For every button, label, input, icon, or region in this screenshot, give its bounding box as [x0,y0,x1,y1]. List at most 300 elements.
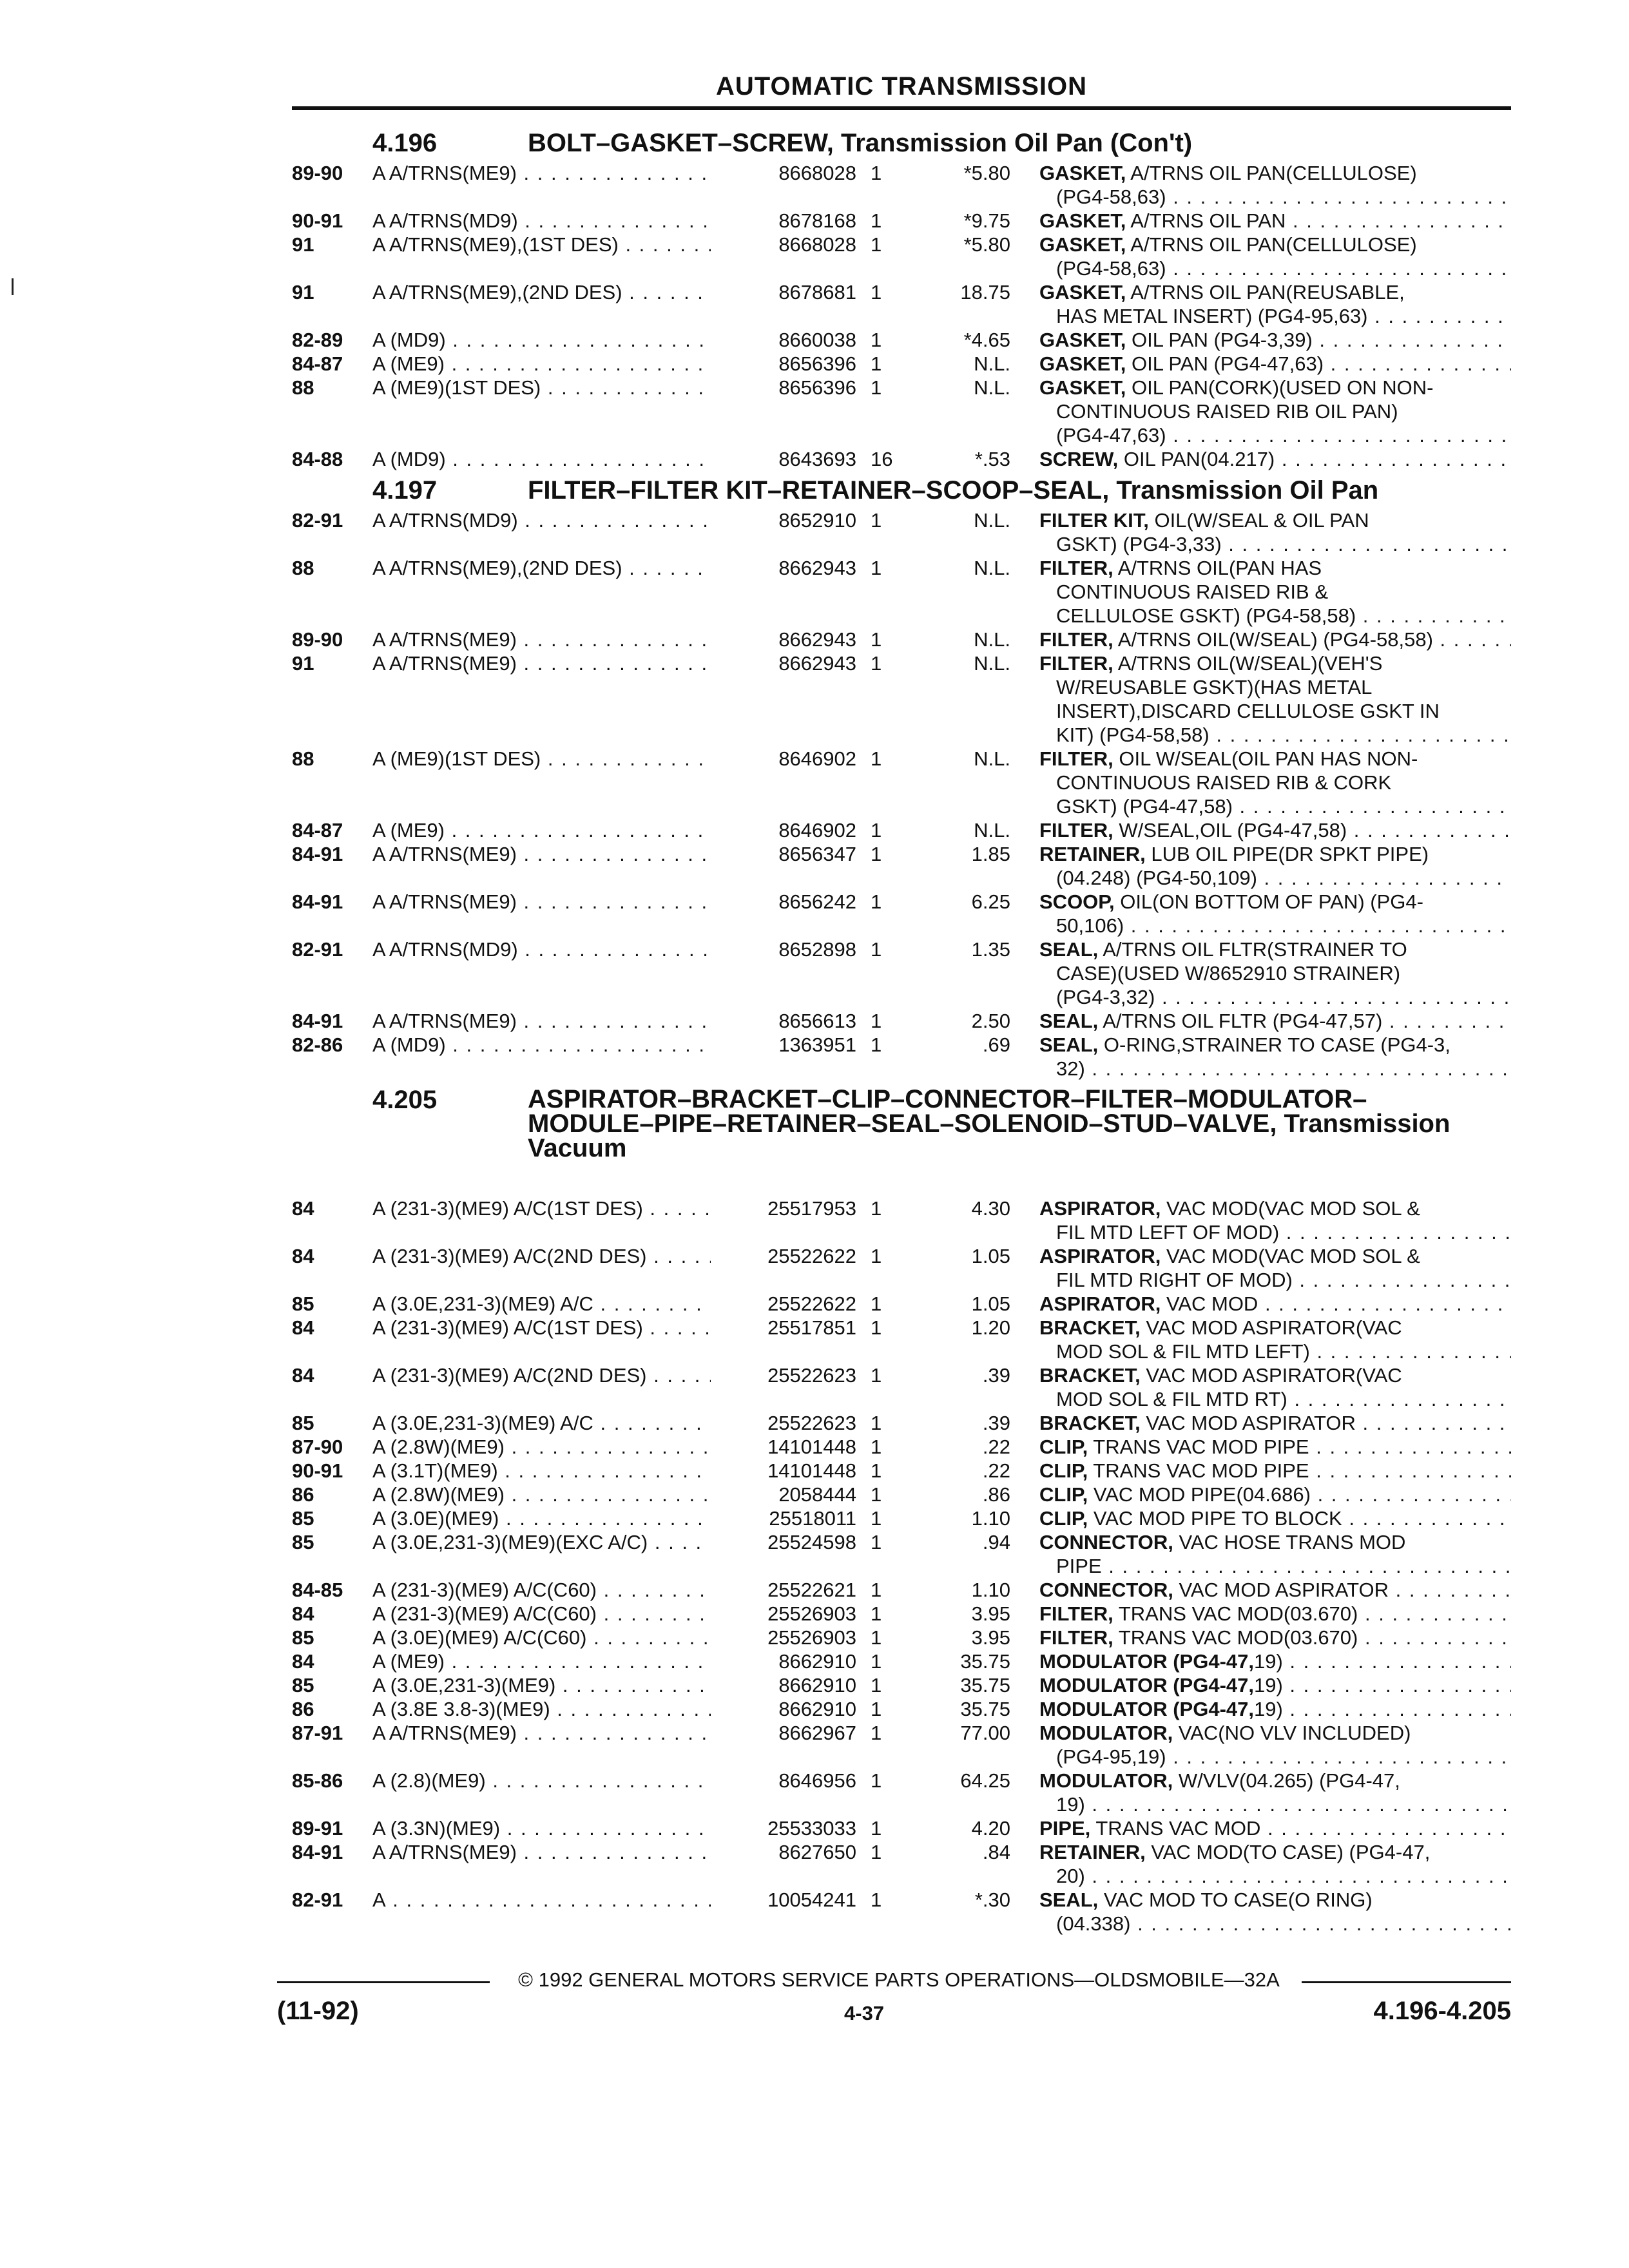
description [1039,1411,1511,1435]
quantity: 1 [871,652,882,675]
quantity: 1 [871,1245,882,1267]
price: 64.25 [960,1769,1010,1792]
model-years: 84-91 [292,1010,343,1032]
price: 1.35 [971,938,1010,961]
model-years: 82-91 [292,938,343,961]
part-number: 25522623 [711,1363,856,1387]
part-number: 8678168 [711,209,856,233]
item-name: CLIP, [1039,1483,1088,1506]
part-row [292,1033,1511,1081]
quantity: 1 [871,1436,882,1458]
model-years: 85 [292,1674,314,1696]
item-name: GASKET, [1039,329,1126,351]
description [1039,818,1511,842]
application: A A/TRNS(ME9),(1ST DES) . . . [372,233,791,256]
part-number: 8678681 [711,280,856,304]
application: A (3.1T)(ME9) . . . [372,1459,791,1483]
description-line: HAS METAL INSERT) (PG4-95,63) . . . [1039,304,1511,328]
model-years: 82-91 [292,509,343,532]
model-years: 84-91 [292,890,343,913]
description-line: CONNECTOR, VAC MOD ASPIRATOR . . . [1039,1578,1511,1602]
model-years: 85 [292,1531,314,1553]
price: .22 [982,1459,1010,1482]
model-years: 88 [292,376,314,399]
quantity: 1 [871,557,882,579]
price: *.53 [974,448,1010,470]
part-number: 8643693 [711,447,856,471]
item-name: GASKET, [1039,352,1126,375]
model-years: 88 [292,557,314,579]
quantity: 1 [871,843,882,865]
part-number: 25517851 [711,1316,856,1340]
model-years: 84 [292,1602,314,1625]
section-number: 4.197 [372,476,438,505]
description-line: CLIP, TRANS VAC MOD PIPE . . . [1039,1459,1511,1483]
quantity: 1 [871,1364,882,1387]
application: A (3.0E)(ME9) A/C(C60) . . . [372,1626,791,1649]
quantity: 1 [871,1033,882,1056]
model-years: 91 [292,652,314,675]
part-number: 8662943 [711,628,856,651]
application: A (MD9) . . . [372,447,791,471]
part-row [292,376,1511,447]
application: A (231-3)(ME9) A/C(1ST DES) . . . [372,1316,791,1340]
section-number: 4.205 [372,1086,438,1114]
model-years: 84-87 [292,352,343,375]
part-row [292,628,1511,651]
part-row [292,328,1511,352]
part-number: 8662943 [711,651,856,675]
quantity: 1 [871,1722,882,1744]
scan-mark [12,278,14,295]
part-row [292,1506,1511,1530]
description-line: (04.338) . . . [1039,1912,1511,1936]
description [1039,747,1511,818]
part-row [292,1196,1511,1244]
part-row [292,1578,1511,1602]
description-line: GASKET, A/TRNS OIL PAN(CELLULOSE) [1039,233,1417,256]
description-line: BRACKET, VAC MOD ASPIRATOR(VAC [1039,1316,1402,1339]
model-years: 85-86 [292,1769,343,1792]
description [1039,1888,1511,1936]
quantity: 1 [871,376,882,399]
quantity: 1 [871,1841,882,1863]
model-years: 91 [292,233,314,256]
part-number: 8646902 [711,818,856,842]
description [1039,328,1511,352]
description [1039,1009,1511,1033]
part-number: 25526903 [711,1626,856,1649]
description-line: (PG4-95,19) . . . [1039,1745,1511,1769]
description-line: SEAL, O-RING,STRAINER TO CASE (PG4-3, [1039,1033,1451,1056]
price: N.L. [974,819,1010,841]
description-line: FIL MTD LEFT OF MOD) . . . [1039,1220,1511,1244]
page-footer [277,1968,1511,2046]
model-years: 85 [292,1412,314,1434]
description [1039,1578,1511,1602]
description [1039,209,1511,233]
item-name: MODULATOR (PG4-47, [1039,1698,1254,1720]
quantity: 1 [871,1817,882,1840]
part-row [292,280,1511,328]
application: A (ME9) . . . [372,818,791,842]
description-line: PIPE . . . [1039,1554,1511,1578]
part-row [292,1673,1511,1697]
part-row [292,818,1511,842]
description-line: GSKT) (PG4-47,58) . . . [1039,794,1511,818]
item-name: FILTER, [1039,747,1113,770]
part-row [292,651,1511,747]
description [1039,1483,1511,1506]
quantity: 1 [871,819,882,841]
description [1039,842,1511,890]
price: N.L. [974,509,1010,532]
price: .69 [982,1033,1010,1056]
description-line: MODULATOR, W/VLV(04.265) (PG4-47, [1039,1769,1400,1792]
item-name: BRACKET, [1039,1316,1141,1339]
application: A (3.8E 3.8-3)(ME9) . . . [372,1697,791,1721]
application: A (231-3)(ME9) A/C(2ND DES) . . . [372,1244,791,1268]
application: A (2.8W)(ME9) . . . [372,1435,791,1459]
quantity: 1 [871,1698,882,1720]
footer-date: (11-92) [277,1997,359,2025]
description-line: MOD SOL & FIL MTD LEFT) . . . [1039,1340,1511,1363]
item-name: ASPIRATOR, [1039,1197,1161,1220]
application: A . . . [372,1888,791,1912]
description-line: INSERT),DISCARD CELLULOSE GSKT IN [1056,700,1440,722]
description-line: FILTER, OIL W/SEAL(OIL PAN HAS NON- [1039,747,1418,770]
model-years: 82-89 [292,329,343,351]
description-line: MOD SOL & FIL MTD RT) . . . [1039,1387,1511,1411]
description [1039,352,1511,376]
application: A (231-3)(ME9) A/C(2ND DES) . . . [372,1363,791,1387]
description [1039,1816,1511,1840]
quantity: 1 [871,1769,882,1792]
model-years: 86 [292,1483,314,1506]
section-heading [292,1081,1511,1196]
description [1039,1697,1511,1721]
quantity: 1 [871,1316,882,1339]
price: .22 [982,1436,1010,1458]
description-line: FIL MTD RIGHT OF MOD) . . . [1039,1268,1511,1292]
description [1039,1196,1511,1244]
price: N.L. [974,747,1010,770]
description-line: (PG4-58,63) . . . [1039,185,1511,209]
item-name: RETAINER, [1039,843,1146,865]
part-row [292,1244,1511,1292]
application: A (2.8W)(ME9) . . . [372,1483,791,1506]
description [1039,1626,1511,1649]
application: A A/TRNS(ME9) . . . [372,1840,791,1864]
price: 1.85 [971,843,1010,865]
part-row [292,1530,1511,1578]
price: 1.05 [971,1245,1010,1267]
price: 1.10 [971,1507,1010,1530]
part-row [292,1435,1511,1459]
description-line: 50,106) . . . [1039,914,1511,937]
price: .39 [982,1412,1010,1434]
quantity: 1 [871,281,882,303]
description [1039,1244,1511,1292]
description [1039,556,1511,628]
footer-rule-right [1302,1981,1511,1983]
section-heading [292,471,1511,508]
description [1039,1316,1511,1363]
quantity: 1 [871,1197,882,1220]
description-line: 32) . . . [1039,1057,1511,1081]
item-name: GASKET, [1039,162,1126,184]
item-name: SCOOP, [1039,890,1115,913]
application: A (3.3N)(ME9) . . . [372,1816,791,1840]
description-line: GASKET, OIL PAN (PG4-47,63) . . . [1039,352,1511,376]
description-line: BRACKET, VAC MOD ASPIRATOR(VAC [1039,1364,1402,1387]
price: 3.95 [971,1626,1010,1649]
model-years: 91 [292,281,314,303]
item-name: CONNECTOR, [1039,1579,1173,1601]
part-number: 14101448 [711,1459,856,1483]
item-name: FILTER, [1039,628,1113,651]
footer-page-number: 4-37 [844,2002,885,2024]
part-number: 8646902 [711,747,856,771]
part-number: 8662910 [711,1649,856,1673]
model-years: 84-87 [292,819,343,841]
item-name: CLIP, [1039,1507,1088,1530]
description [1039,1033,1511,1081]
description-line: ASPIRATOR, VAC MOD . . . [1039,1292,1511,1316]
item-name: SCREW, [1039,448,1119,470]
part-number: 8662943 [711,556,856,580]
quantity: 1 [871,1459,882,1482]
model-years: 85 [292,1293,314,1315]
part-number: 25526903 [711,1602,856,1626]
application: A (3.0E,231-3)(ME9)(EXC A/C) . . . [372,1530,791,1554]
part-number: 25518011 [711,1506,856,1530]
item-name: GASKET, [1039,233,1126,256]
item-name: MODULATOR (PG4-47, [1039,1650,1254,1673]
application: A (2.8)(ME9) . . . [372,1769,791,1792]
part-number: 1363951 [711,1033,856,1057]
price: *5.80 [963,233,1010,256]
price: 6.25 [971,890,1010,913]
part-row [292,233,1511,280]
description-line: RETAINER, VAC MOD(TO CASE) (PG4-47, [1039,1841,1431,1863]
part-row [292,1459,1511,1483]
part-row [292,1316,1511,1363]
part-row [292,556,1511,628]
description-line: FILTER, A/TRNS OIL(W/SEAL) (PG4-58,58) . . . [1039,628,1511,651]
price: N.L. [974,652,1010,675]
description [1039,651,1511,747]
item-name: RETAINER, [1039,1841,1146,1863]
parts-listing [292,124,1511,1936]
description-line: W/REUSABLE GSKT)(HAS METAL [1056,676,1373,698]
price: 77.00 [960,1722,1010,1744]
section-heading [292,124,1511,161]
footer-rule-left [277,1981,490,1983]
description-line: CONTINUOUS RAISED RIB OIL PAN) [1056,400,1398,423]
item-name: SEAL, [1039,938,1099,961]
description-line: GASKET, A/TRNS OIL PAN(CELLULOSE) [1039,162,1417,184]
part-row [292,352,1511,376]
page-title: AUTOMATIC TRANSMISSION [715,72,1088,101]
price: *4.65 [963,329,1010,351]
part-row [292,1411,1511,1435]
application: A A/TRNS(ME9) . . . [372,628,791,651]
part-row [292,1009,1511,1033]
part-number: 8656347 [711,842,856,866]
model-years: 87-90 [292,1436,343,1458]
item-name: FILTER, [1039,819,1113,841]
header-rule [292,106,1511,110]
part-row [292,161,1511,209]
description-line: CLIP, TRANS VAC MOD PIPE . . . [1039,1435,1511,1459]
description-line: FILTER, TRANS VAC MOD(03.670) . . . [1039,1626,1511,1649]
description-line: FILTER, TRANS VAC MOD(03.670) . . . [1039,1602,1511,1626]
item-name: CLIP, [1039,1436,1088,1458]
section-title: FILTER–FILTER KIT–RETAINER–SCOOP–SEAL, Transmission Oil Pan [528,476,1379,505]
part-number: 25524598 [711,1530,856,1554]
application: A A/TRNS(ME9) . . . [372,1009,791,1033]
application: A (ME9)(1ST DES) . . . [372,747,791,771]
part-row [292,447,1511,471]
description-line: CONNECTOR, VAC HOSE TRANS MOD [1039,1531,1406,1553]
part-number: 8627650 [711,1840,856,1864]
part-number: 8652898 [711,937,856,961]
quantity: 1 [871,1293,882,1315]
description-line: BRACKET, VAC MOD ASPIRATOR . . . [1039,1411,1511,1435]
price: N.L. [974,557,1010,579]
quantity: 1 [871,1626,882,1649]
description-line: SCOOP, OIL(ON BOTTOM OF PAN) (PG4- [1039,890,1423,913]
description [1039,628,1511,651]
description-line: MODULATOR (PG4-47,19) . . . [1039,1697,1511,1721]
part-row [292,1626,1511,1649]
model-years: 84 [292,1245,314,1267]
description-line: RETAINER, LUB OIL PIPE(DR SPKT PIPE) [1039,843,1429,865]
description [1039,1459,1511,1483]
description [1039,280,1511,328]
part-row [292,1888,1511,1936]
description [1039,937,1511,1009]
model-years: 89-90 [292,628,343,651]
description-line: GASKET, A/TRNS OIL PAN . . . [1039,209,1511,233]
item-name: MODULATOR, [1039,1722,1173,1744]
section-number: 4.196 [372,129,438,157]
part-number: 25522621 [711,1578,856,1602]
quantity: 1 [871,628,882,651]
item-name: BRACKET, [1039,1412,1141,1434]
description [1039,1363,1511,1411]
description-line: SEAL, A/TRNS OIL FLTR(STRAINER TO [1039,938,1407,961]
description-line: (04.248) (PG4-50,109) . . . [1039,866,1511,890]
description [1039,1840,1511,1888]
item-name: SEAL, [1039,1888,1099,1911]
part-number: 8662910 [711,1673,856,1697]
price: 4.20 [971,1817,1010,1840]
model-years: 90-91 [292,209,343,232]
price: 1.20 [971,1316,1010,1339]
item-name: PIPE, [1039,1817,1091,1840]
description-line: ASPIRATOR, VAC MOD(VAC MOD SOL & [1039,1197,1420,1220]
application: A (MD9) . . . [372,328,791,352]
quantity: 1 [871,1483,882,1506]
model-years: 84-85 [292,1579,343,1601]
part-number: 8662967 [711,1721,856,1745]
application: A (3.0E,231-3)(ME9) A/C . . . [372,1292,791,1316]
price: .39 [982,1364,1010,1387]
part-number: 25522622 [711,1292,856,1316]
item-name: CLIP, [1039,1459,1088,1482]
description-line: SEAL, VAC MOD TO CASE(O RING) [1039,1888,1373,1911]
price: N.L. [974,376,1010,399]
description-line: SEAL, A/TRNS OIL FLTR (PG4-47,57) . . . [1039,1009,1511,1033]
model-years: 84 [292,1197,314,1220]
item-name: GASKET, [1039,209,1126,232]
application: A (MD9) . . . [372,1033,791,1057]
price: .94 [982,1531,1010,1553]
description-line: SCREW, OIL PAN(04.217) . . . [1039,447,1511,471]
quantity: 1 [871,1579,882,1601]
description [1039,1530,1511,1578]
description [1039,161,1511,209]
quantity: 1 [871,233,882,256]
description-line: (PG4-58,63) . . . [1039,256,1511,280]
quantity: 1 [871,1674,882,1696]
description [1039,1769,1511,1816]
part-number: 25522623 [711,1411,856,1435]
part-row [292,1721,1511,1769]
model-years: 84-91 [292,1841,343,1863]
part-row [292,842,1511,890]
model-years: 84 [292,1650,314,1673]
price: *9.75 [963,209,1010,232]
item-name: MODULATOR, [1039,1769,1173,1792]
part-number: 8668028 [711,161,856,185]
quantity: 1 [871,209,882,232]
description-line: PIPE, TRANS VAC MOD . . . [1039,1816,1511,1840]
quantity: 1 [871,1650,882,1673]
description-line: MODULATOR, VAC(NO VLV INCLUDED) [1039,1722,1411,1744]
application: A A/TRNS(MD9) . . . [372,937,791,961]
quantity: 1 [871,162,882,184]
application: A A/TRNS(ME9),(2ND DES) . . . [372,556,791,580]
quantity: 1 [871,747,882,770]
application: A (ME9) . . . [372,352,791,376]
quantity: 1 [871,890,882,913]
item-name: BRACKET, [1039,1364,1141,1387]
description-line: 20) . . . [1039,1864,1511,1888]
price: *.30 [974,1888,1010,1911]
part-number: 8660038 [711,328,856,352]
model-years: 84-91 [292,843,343,865]
description-line: CASE)(USED W/8652910 STRAINER) [1056,962,1401,985]
description-line: FILTER, A/TRNS OIL(PAN HAS [1039,557,1322,579]
part-number: 10054241 [711,1888,856,1912]
description-line: FILTER, W/SEAL,OIL (PG4-47,58) . . . [1039,818,1511,842]
part-row [292,747,1511,818]
part-row [292,209,1511,233]
part-row [292,1816,1511,1840]
model-years: 84 [292,1364,314,1387]
price: 35.75 [960,1698,1010,1720]
description [1039,233,1511,280]
description-line: (PG4-47,63) . . . [1039,423,1511,447]
quantity: 1 [871,1412,882,1434]
quantity: 16 [871,448,893,470]
price: 4.30 [971,1197,1010,1220]
description [1039,447,1511,471]
price: 35.75 [960,1650,1010,1673]
